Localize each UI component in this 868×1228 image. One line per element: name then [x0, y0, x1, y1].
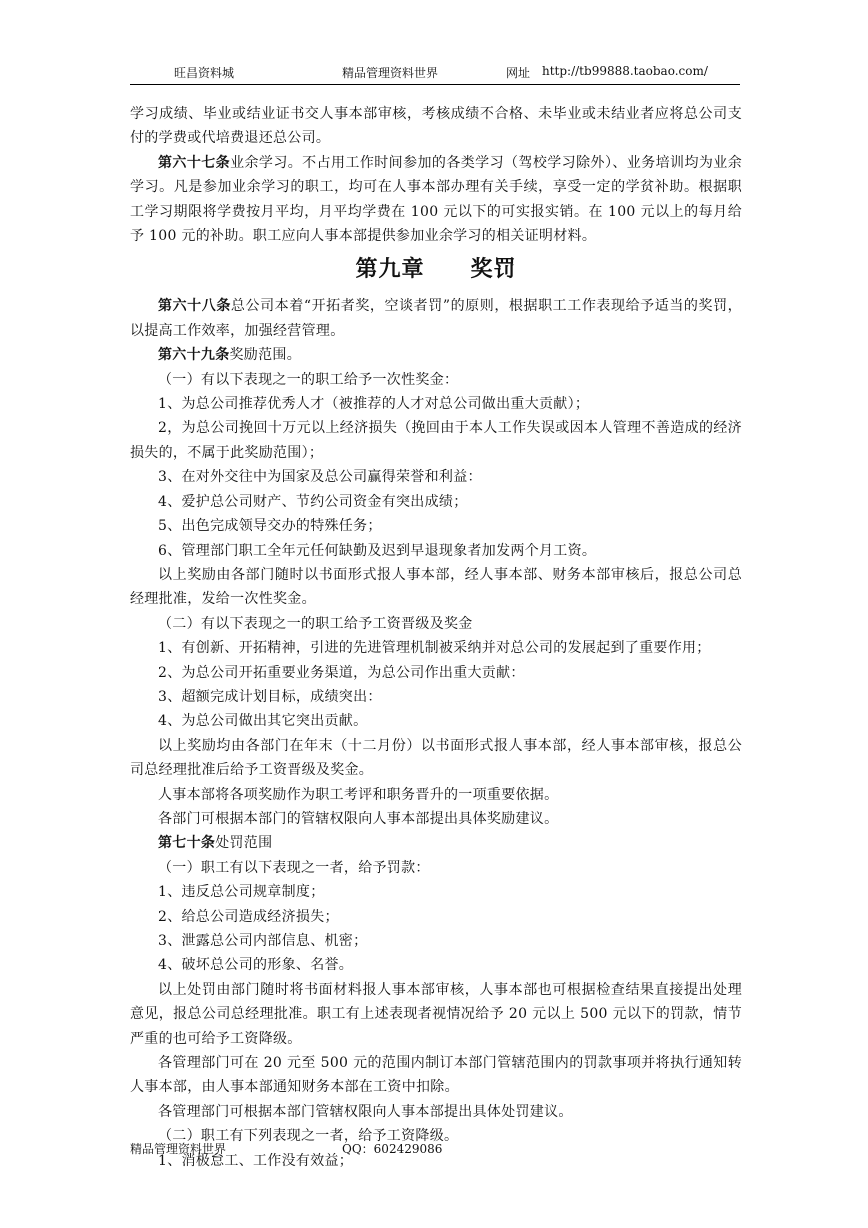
list-item: 1、消极怠工、工作没有效益； [158, 1152, 354, 1169]
list-item: 5、出色完成领导交办的特殊任务； [158, 518, 382, 535]
paragraph: 各管理部门可在 20 元至 500 元的范围内制订本部门管辖范围内的罚款事项并将执行通知转人事本部，由人事本部通知财务本部在工资中扣除。 [130, 1055, 742, 1096]
header-site-name: 旺昌资料城 [174, 66, 235, 80]
list-heading: （一）有以下表现之一的职工给予一次性奖金： [158, 371, 459, 388]
list-item: 3、在对外交往中为国家及总公司赢得荣誉和利益： [158, 469, 482, 486]
paragraph: 学习成绩、毕业或结业证书交人事本部审核，考核成绩不合格、未毕业或未结业者应将总公司支付的学费或代培费退还总公司。 [130, 106, 742, 147]
article-text: 业余学习。不占用工作时间参加的各类学习（驾校学习除外）、业务培训均为业余学习。凡是参加业余学习的职工，均可在人事本部办理有关手续，享受一定的学贫补助。根据职工学习期限将学费按月平均，月平均学费在 100 元以下的可实报实销。在 100 元以上的每月给予 100 元的补助。职工应向人事本部提供参加业余学习的相关证明材料。 [130, 154, 742, 245]
paragraph: 各部门可根据本部门的管辖权限向人事本部提出具体奖励建议。 [158, 810, 559, 827]
article-title: 第六十七条 [158, 154, 231, 171]
list-item: 2，为总公司挽回十万元以上经济损失（挽回由于本人工作失误或因本人管理不善造成的经济损失的，不属于此奖励范围）； [130, 420, 742, 461]
footer-site-name: 精品管理资料世界 [130, 1142, 227, 1156]
list-heading: （一）职工有以下表现之一者，给予罚款： [158, 859, 430, 876]
page-header [130, 62, 740, 85]
list-item: 2、为总公司开拓重要业务渠道，为总公司作出重大贡献： [158, 664, 525, 681]
header-site-subtitle: 精品管理资料世界 [342, 66, 439, 80]
article-text: 处罚范围 [215, 835, 273, 852]
list-item: 4、破坏总公司的形象、名誉。 [158, 957, 354, 974]
chapter-number: 第九章 [355, 256, 425, 283]
article-70 [130, 831, 742, 855]
paragraph: 以上处罚由部门随时将书面材料报人事本部审核，人事本部也可根据检查结果直接提出处理意见，报总公司总经理批准。职工有上述表现者视情况给予 20 元以上 500 元以下的罚款，情节严重的也可给予工资降级。 [130, 981, 742, 1047]
list-item: 1、违反总公司规章制度； [158, 884, 325, 901]
list-item: 6、管理部门职工全年元任何缺勤及迟到早退现象者加发两个月工资。 [158, 542, 597, 559]
paragraph: 以上奖励均由各部门在年末（十二月份）以书面形式报人事本部，经人事本部审核，报总公司总经理批准后给予工资晋级及奖金。 [130, 737, 742, 779]
list-item: 2、给总公司造成经济损失； [158, 908, 339, 925]
document-body [130, 102, 742, 1173]
list-item: 3、泄露总公司内部信息、机密； [158, 933, 368, 949]
article-text: 总公司本着“开拓者奖，空谈者罚”的原则，根据职工工作表现给予适当的奖罚，以提高工作效率，加强经营管理。 [130, 298, 742, 339]
article-title: 第六十八条 [158, 298, 231, 315]
header-url[interactable]: http://tb99888.taobao.com/ [542, 64, 708, 78]
list-item: 3、超额完成计划目标，成绩突出： [158, 688, 382, 705]
list-heading: （二）有以下表现之一的职工给予工资晋级及奖金 [158, 615, 473, 632]
chapter-title: 奖罚 [470, 256, 517, 283]
article-68 [130, 294, 742, 343]
list-item: 4、爱护总公司财产、节约公司资金有突出成绩； [158, 493, 468, 510]
list-item: 4、为总公司做出其它突出贡献。 [158, 713, 368, 730]
list-heading: （二）职工有下列表现之一者，给予工资降级。 [158, 1128, 459, 1145]
footer-qq: QQ：602429086 [342, 1142, 443, 1156]
article-text: 奖励范围。 [229, 347, 301, 364]
article-title: 第七十条 [158, 835, 216, 852]
article-title: 第六十九条 [158, 347, 230, 364]
chapter-heading [130, 254, 742, 284]
header-url-label: 网址 [506, 66, 531, 80]
paragraph: 以上奖励由各部门随时以书面形式报人事本部，经人事本部、财务本部审核后，报总公司总经理批准，发给一次性奖金。 [130, 566, 742, 608]
article-69 [130, 343, 742, 367]
list-item: 1、为总公司推荐优秀人才（被推荐的人才对总公司做出重大贡献）； [158, 396, 590, 413]
paragraph: 人事本部将各项奖励作为职工考评和职务晋升的一项重要依据。 [158, 786, 559, 803]
list-item: 1、有创新、开拓精神，引进的先进管理机制被采纳并对总公司的发展起到了重要作用； [158, 640, 711, 657]
paragraph: 各管理部门可根据本部门管辖权限向人事本部提出具体处罚建议。 [158, 1103, 573, 1120]
article-67 [130, 151, 742, 249]
